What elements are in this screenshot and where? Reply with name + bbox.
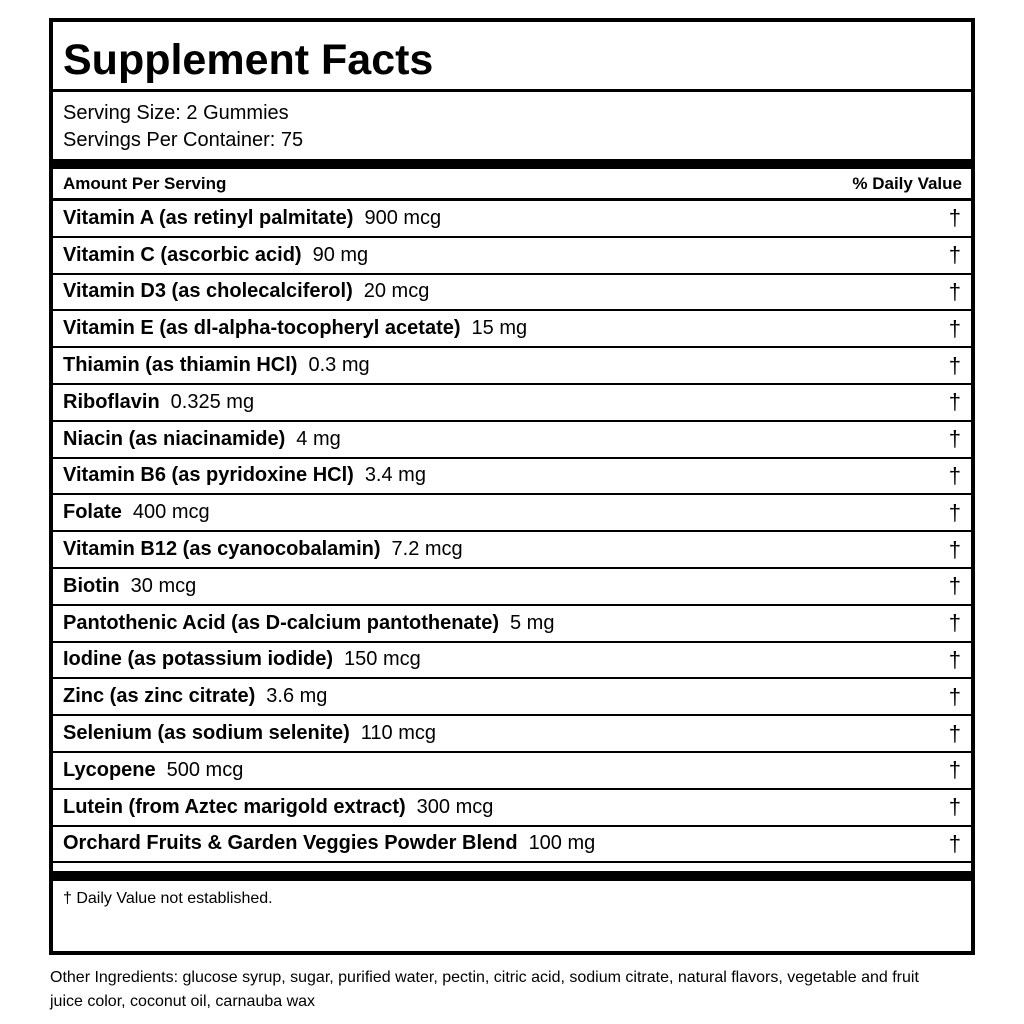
nutrient-row (53, 569, 971, 606)
nutrient-name: Vitamin D3 (as cholecalciferol) (63, 280, 353, 303)
nutrient-daily-value: † (948, 315, 961, 341)
nutrient-amount: 30 mcg (130, 574, 197, 597)
nutrient-daily-value: † (948, 757, 961, 783)
nutrient-name: Pantothenic Acid (as D-calcium pantothenate) (63, 611, 499, 634)
nutrient-name: Vitamin A (as retinyl palmitate) (63, 206, 354, 229)
nutrient-name: Selenium (as sodium selenite) (63, 722, 350, 745)
panel-title: Supplement Facts (53, 22, 971, 92)
nutrient-label (63, 796, 493, 819)
nutrient-amount: 90 mg (312, 243, 369, 266)
nutrient-amount: 110 mcg (360, 722, 436, 745)
nutrient-row (53, 606, 971, 643)
nutrient-name: Iodine (as potassium iodide) (63, 648, 334, 671)
nutrient-name: Orchard Fruits & Garden Veggies Powder Blend (63, 832, 518, 855)
nutrient-name: Vitamin C (ascorbic acid) (63, 243, 302, 266)
nutrient-amount: 5 mg (510, 611, 555, 634)
amount-per-serving-header: Amount Per Serving (63, 173, 227, 193)
nutrient-amount: 500 mcg (166, 758, 244, 781)
nutrient-label (63, 391, 254, 414)
nutrient-row (53, 716, 971, 753)
nutrient-row (53, 311, 971, 348)
supplement-facts-panel (49, 18, 975, 955)
serving-size: Serving Size: 2 Gummies (63, 102, 289, 124)
nutrient-name: Riboflavin (63, 390, 160, 413)
nutrient-amount: 15 mg (471, 317, 528, 340)
nutrient-row (53, 643, 971, 680)
nutrient-name: Vitamin B12 (as cyanocobalamin) (63, 538, 381, 561)
nutrient-amount: 400 mcg (132, 501, 210, 524)
nutrient-daily-value: † (948, 794, 961, 820)
nutrient-name: Zinc (as zinc citrate) (63, 685, 256, 708)
nutrient-label (63, 280, 429, 303)
nutrient-amount: 0.3 mg (308, 354, 370, 377)
other-ingredients: Other Ingredients: glucose syrup, sugar, purified water, pectin, citric acid, sodium citrate, natural flavors, vegetable and fruit juice color, coconut oil, carnauba wax (50, 969, 919, 1010)
nutrient-name: Niacin (as niacinamide) (63, 427, 286, 450)
nutrient-row (53, 348, 971, 385)
nutrient-daily-value: † (948, 389, 961, 415)
nutrient-row (53, 422, 971, 459)
nutrient-amount: 150 mcg (344, 648, 421, 671)
nutrient-amount: 20 mcg (363, 280, 430, 303)
nutrient-label (63, 832, 595, 855)
nutrient-row (53, 238, 971, 275)
nutrient-name: Biotin (63, 574, 120, 597)
nutrient-label (63, 428, 341, 451)
nutrient-amount: 300 mcg (416, 795, 494, 818)
nutrient-daily-value: † (948, 720, 961, 746)
nutrient-daily-value: † (948, 242, 961, 268)
nutrient-daily-value: † (948, 462, 961, 488)
footnote: † Daily Value not established. (63, 890, 273, 908)
serving-info (53, 92, 971, 159)
column-header-row (53, 169, 971, 201)
nutrient-daily-value: † (948, 352, 961, 378)
nutrient-name: Folate (63, 501, 122, 524)
nutrient-label (63, 648, 421, 671)
nutrient-amount: 3.6 mg (266, 685, 328, 708)
nutrient-daily-value: † (948, 426, 961, 452)
nutrient-row (53, 275, 971, 312)
nutrient-amount: 900 mcg (364, 206, 442, 229)
servings-per-container: Servings Per Container: 75 (63, 129, 304, 151)
nutrient-daily-value: † (948, 278, 961, 304)
nutrient-row (53, 532, 971, 569)
nutrient-label (63, 759, 243, 782)
nutrient-amount: 3.4 mg (364, 464, 426, 487)
nutrient-name: Vitamin E (as dl-alpha-tocopheryl acetate) (63, 317, 461, 340)
nutrient-row (53, 827, 971, 864)
nutrient-name: Thiamin (as thiamin HCl) (63, 354, 298, 377)
nutrient-amount: 100 mg (528, 832, 596, 855)
nutrient-label (63, 207, 441, 230)
nutrient-label (63, 575, 196, 598)
nutrient-daily-value: † (948, 830, 961, 856)
nutrient-label (63, 244, 368, 267)
nutrient-label (63, 501, 210, 524)
nutrient-row (53, 495, 971, 532)
nutrient-amount: 4 mg (296, 427, 341, 450)
nutrient-label (63, 317, 527, 340)
nutrient-label (63, 354, 370, 377)
spacer (53, 863, 971, 871)
nutrient-label (63, 538, 463, 561)
nutrient-list (53, 201, 971, 863)
nutrient-amount: 0.325 mg (170, 390, 255, 413)
nutrient-daily-value: † (948, 573, 961, 599)
nutrient-daily-value: † (948, 646, 961, 672)
nutrient-name: Vitamin B6 (as pyridoxine HCl) (63, 464, 354, 487)
nutrient-daily-value: † (948, 205, 961, 231)
nutrient-row (53, 753, 971, 790)
nutrient-label (63, 612, 554, 635)
nutrient-row (53, 385, 971, 422)
nutrient-row (53, 459, 971, 496)
nutrient-label (63, 685, 327, 708)
thick-divider-bottom (53, 871, 971, 881)
nutrient-label (63, 722, 436, 745)
nutrient-name: Lycopene (63, 758, 156, 781)
nutrient-amount: 7.2 mcg (391, 538, 463, 561)
nutrient-label (63, 464, 426, 487)
nutrient-row (53, 679, 971, 716)
daily-value-header: % Daily Value (852, 173, 962, 193)
nutrient-row (53, 790, 971, 827)
nutrient-daily-value: † (948, 610, 961, 636)
nutrient-row (53, 201, 971, 238)
nutrient-daily-value: † (948, 536, 961, 562)
nutrient-name: Lutein (from Aztec marigold extract) (63, 795, 406, 818)
nutrient-daily-value: † (948, 683, 961, 709)
thick-divider-top (53, 159, 971, 169)
nutrient-daily-value: † (948, 499, 961, 525)
